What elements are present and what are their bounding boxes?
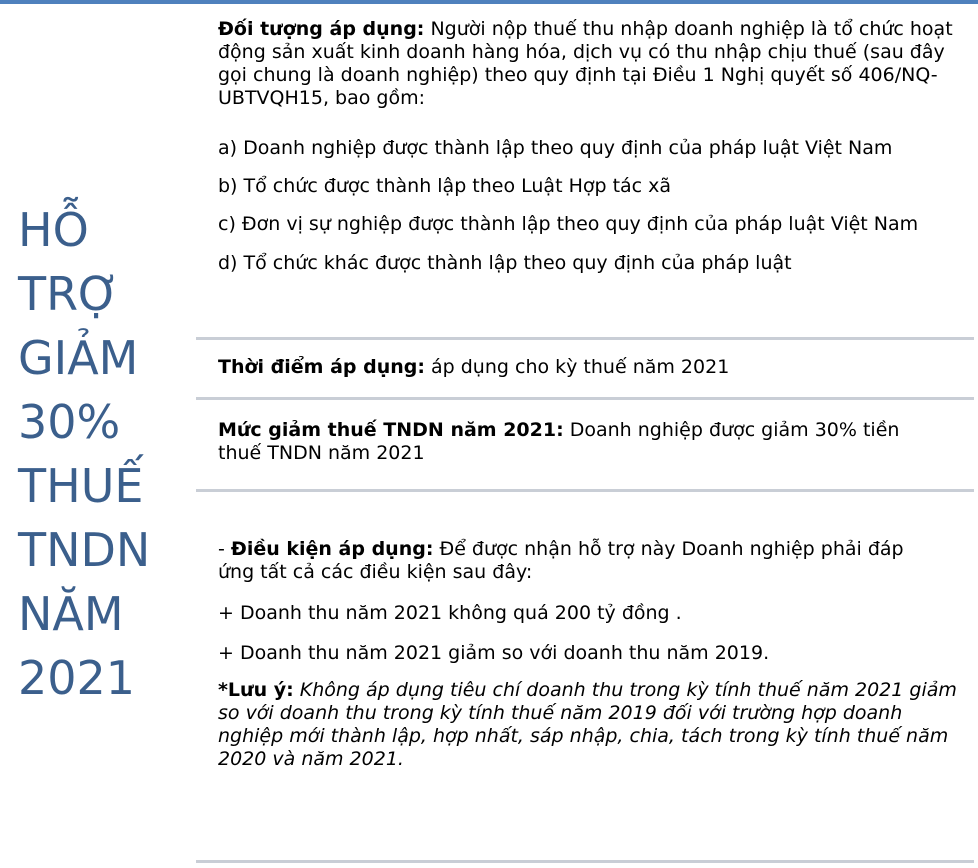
subjects-item: d) Tổ chức khác được thành lập theo quy định của pháp luật [218,252,792,274]
subjects-item: b) Tổ chức được thành lập theo Luật Hợp tác xã [218,175,672,197]
section-divider [196,489,974,492]
title-line: TRỢ [18,267,121,321]
subjects-item: a) Doanh nghiệp được thành lập theo quy định của pháp luật Việt Nam [218,137,893,159]
page-title [18,198,198,710]
reduction-paragraph [218,419,938,465]
note-paragraph [218,679,966,771]
conditions-text: Để được nhận hỗ trợ này Doanh nghiệp phải đáp ứng tất cả các điều kiện sau đây: [218,538,904,583]
conditions-paragraph [218,538,938,584]
section-divider [196,860,974,863]
note-text: Không áp dụng tiêu chí doanh thu trong kỳ tính thuế năm 2021 giảm so với doanh thu trong kỳ tính thuế năm 2019 đối với trường hợp doanh nghiệp mới thành lập, hợp nhất, sáp nhập, chia, tách trong kỳ tính thuế năm 2020 và năm 2021. [218,679,957,770]
top-accent-bar [0,0,978,4]
title-line: THUẾ [18,459,144,513]
title-line: NĂM [18,587,124,641]
conditions-item: + Doanh thu năm 2021 không quá 200 tỷ đồng . [218,602,682,624]
title-line: GIẢM [18,331,139,385]
conditions-prefix: - [218,538,231,560]
conditions-item: + Doanh thu năm 2021 giảm so với doanh thu năm 2019. [218,642,770,664]
timing-paragraph [218,356,968,379]
subjects-paragraph [218,18,968,110]
timing-text: áp dụng cho kỳ thuế năm 2021 [424,356,730,378]
reduction-text: Doanh nghiệp được giảm 30% tiền thuế TNDN năm 2021 [218,419,900,464]
subjects-item: c) Đơn vị sự nghiệp được thành lập theo quy định của pháp luật Việt Nam [218,213,919,235]
section-divider [196,397,974,400]
subjects-label: Đối tượng áp dụng: [218,18,425,40]
title-line: TNDN [18,523,151,577]
section-divider [196,337,974,340]
reduction-label: Mức giảm thuế TNDN năm 2021: [218,419,564,441]
title-line: 2021 [18,651,136,705]
note-label: *Lưu ý: [218,679,294,701]
subjects-text: Người nộp thuế thu nhập doanh nghiệp là tổ chức hoạt động sản xuất kinh doanh hàng hóa, dịch vụ có thu nhập chịu thuế (sau đây gọi chung là doanh nghiệp) theo quy định tại Điều 1 Nghị quyết số 406/NQ-UBTVQH15, bao gồm: [218,18,953,109]
title-line: HỖ [18,203,89,257]
conditions-label: Điều kiện áp dụng: [230,538,434,560]
title-line: 30% [18,395,121,449]
timing-label: Thời điểm áp dụng: [218,356,425,378]
